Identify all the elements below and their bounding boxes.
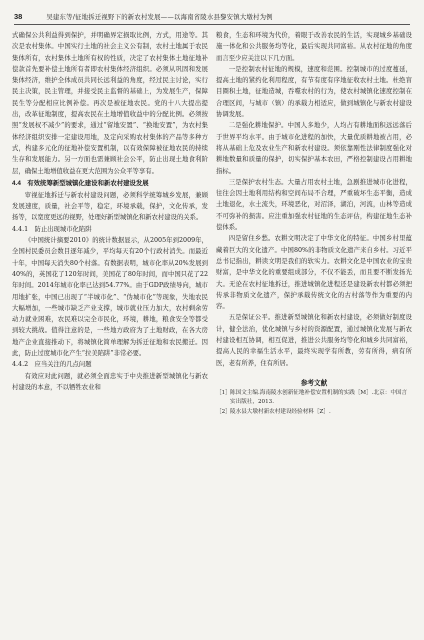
reference-text: 陈国文主编.海南陵水创新征地补偿安置机制的实践［M］.北京：中国言实出版社，2013. — [230, 389, 408, 406]
running-title: 吴建东等/征地拆迁视野下的新农村发展——以海南省陵水县黎安镇大墩村为例 — [46, 13, 273, 21]
body-paragraph: 五是保证公平。推进新型城镇化和新农村建设，必须做好制度设计，健全法治，优化城镇与乡村的资源配置，通过城镇化发展与新农村建设相互协调，相互促进，推进公共服务均等化和城乡共同富裕，提高人民的幸福生活水平，最终实现学有所教，劳有所得，病有所医，老有所养，住有所居。 — [216, 314, 412, 367]
reference-item — [216, 408, 412, 417]
reference-text: 陵水县大墩村新农村建设经验材料［Z］. — [230, 408, 331, 415]
body-paragraph: 一是控制农村征地的规模，速度和范围。控制城市的过度蔓延，提高土地的紧约化利用程度，有节有度有序地征收农村土地。杜绝盲目圈积土地，征地造城，吞噬农村的行为，使农村城镇化速度控制在合理区间，与城市（镇）的承载力相适应，做到城镇化与新农村建设协调发展。 — [216, 65, 412, 119]
page-number: 38 — [14, 12, 23, 21]
references-heading: 参考文献 — [300, 379, 328, 387]
body-paragraph: 式确保公共利益得到保护，并明确界定损取比例，方式，用途等。其次是农村集体。中国实行土地的社会主义公有制，农村土地属于农民集体所有，农村集体土地所有权的性质，决定了农村集体土地征地补偿款首先要补偿土地所有者即农村集体经济组织。必须从巩固和发展集体经济，维护全体成员共同长远利益的角度，经过民主讨论，实行民主决策，民主管理，并接受民主监督的基础上，为发展生产，保障民生等分配相应比例补偿。再次是被征地农民。党的十八大提出提出，改革征地制度，提高农民在土地增值收益中的分配比例。必须按照“发展权不减少”的要求，通过“留地安置”、“换地安置”，为农村集体经济组织安排一定建设用地，及定向采购农村集体的产品等多种方式，构建多元化的征地补偿安置机制，以有效保障被征地农民的持续生存和发展能力。另一方面也需兼顾社会公平，防止出现土地食利阶层，确保土地增值收益在更大范围为公众平等享有。 — [12, 32, 208, 175]
reference-item — [216, 389, 412, 408]
right-column — [216, 30, 412, 417]
body-paragraph: 二是强化耕地保护。中国人多地少，人均占有耕地面积远远落后于世界平均水平。由于城市化进程的加快，大量优质耕地被占用，必将从基础上危及农业生产和新农村建设。须依靠刚性法律制度强化对耕地数量和质量的保护，切实保护基本农田，严格控制建设占用耕地指标。 — [216, 122, 412, 175]
body-paragraph: 三是保护农村生态。大量占用农村土地，急剧推进城市化进程，往往会因土地利用结构和空间布局不合理，严重破坏生态平衡，造成土地退化，水土流失，环境恶化，对沼泽，湖泊，河流，山林等造成不可弥补的损害。应注重加强农村征地的生态评估，构建征地生态补偿体系。 — [216, 178, 412, 232]
left-column — [12, 30, 208, 417]
body-paragraph: 《中国统计摘要2010》的统计数据显示，从2005年到2009年，全国村民委员会数目逐年减少，平均每天有20个行政村消失。而最近十年，中国每天消失80个村落。有数据表明，城市化率从20%发展到40%的，英国花了120年时间，美国花了80年时间，而中国只花了22年时间。2014年城市化率已达到54.77%。由于GDP政绩导向，城市用地扩张，中国已出现了“半城市化”、“伪城市化”等现象，失地农民大幅增加，一些城市缺乏产业支撑，城市就业压力加大，农村剩余劳动力就业困难，农民难以完全市民化，环境，耕地，粮食安全等都受到较大挑战。值得注意的是，一些地方政府为了土地财政，在各大房地产企业直接推动下，将城镇化简单理解为拆迁征地和农民搬迁。因此，防止过度城市化产生“拉美陷阱”非常必要。 — [12, 237, 208, 358]
reference-number: ［2］ — [216, 408, 231, 415]
body-paragraph: 粮食，生态和环境为代价，着眼于改善农民的生活，实现城乡基础设施一体化和公共服务均等化，最后实现共同富裕。从农村征地的角度而言至少应关注以下几方面。 — [216, 32, 412, 62]
body-paragraph: 四是留住乡愁。农耕文明决定了中华文化的特征。中国乡村里蕴藏着巨大的文化遗产。中国80%的非物质文化遗产来自乡村。习近平总书记指出，耕读文明是我们的软实力。农耕文化是中国农业的宝贵财富，是中华文化的重要组成部分，不仅不能丢，而且要不断发扬光大。无论在农村征地拆迁，推进城镇化进程还是建设新农村都必须把传承非物质文化遗产，保护承载传统文化的古村落等作为重要的内容。 — [216, 235, 412, 311]
two-column-body — [12, 30, 412, 417]
body-paragraph: 有效应对此问题，就必须全面忠实于中央推进新型城镇化与新农村建设的本意，不以牺牲农业和 — [12, 372, 208, 391]
section-heading: 4.4 有效统筹新型城镇化建设和新农村建设发展 — [12, 179, 149, 187]
reference-number: ［1］ — [216, 389, 231, 396]
subsection-heading: 4.4.2 应当关注的几点问题 — [12, 361, 92, 369]
subsection-heading: 4.4.1 防止出现城市化陷阱 — [12, 225, 92, 233]
body-paragraph: 审视征地拆迁与新农村建设问题，必须科学统筹城乡发展，兼顾发展速度，质量，社会平等，稳定，环境承载，保护，文化传承，发扬等，以宽度更远的视野，处理好新型城镇化和新农村建设的关系。 — [12, 191, 208, 222]
running-header — [14, 12, 410, 25]
